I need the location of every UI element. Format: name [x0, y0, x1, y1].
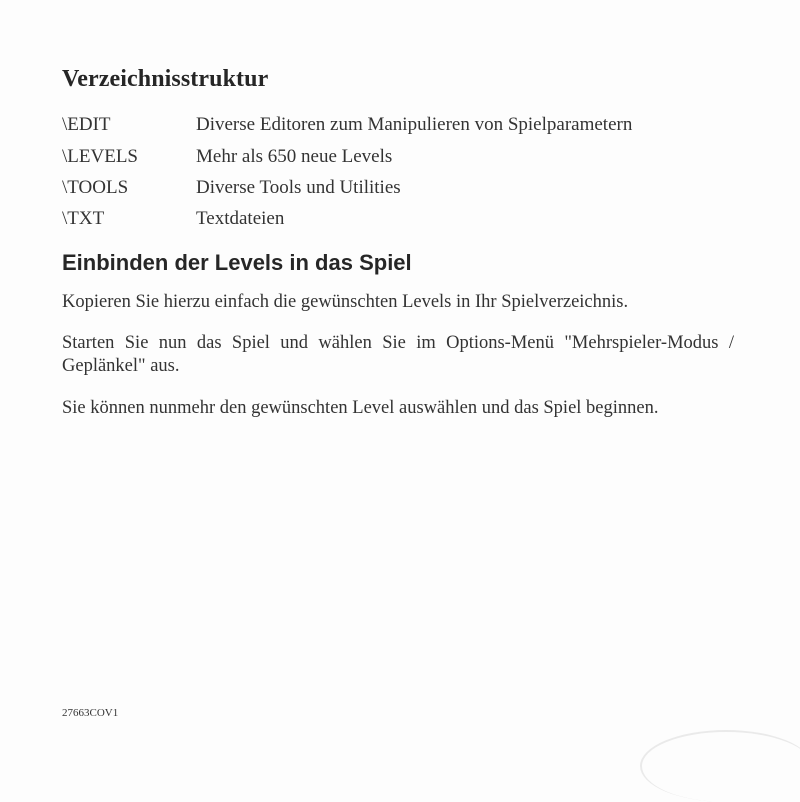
- directory-name: \LEVELS: [62, 146, 138, 167]
- directory-row-edit: [62, 114, 632, 136]
- directory-description: Diverse Editoren zum Manipulieren von Spielparametern: [196, 114, 633, 135]
- paragraph-select-level: Sie können nunmehr den gewünschten Level auswählen und das Spiel beginnen.: [62, 398, 659, 418]
- paragraph-start-game: Starten Sie nun das Spiel und wählen Sie im Options-Menü "Mehrspieler-Modus / Geplänkel" aus.: [62, 333, 734, 376]
- directory-row-levels: [62, 146, 392, 168]
- directory-description: Mehr als 650 neue Levels: [196, 146, 393, 167]
- directory-row-tools: [62, 177, 401, 199]
- heading-directory-structure: Verzeichnisstruktur: [62, 66, 269, 92]
- directory-name: \EDIT: [62, 114, 111, 135]
- product-code: 27663COV1: [62, 707, 119, 719]
- directory-name: \TOOLS: [62, 177, 129, 198]
- paragraph-copy-levels: Kopieren Sie hierzu einfach die gewünschten Levels in Ihr Spielverzeichnis.: [62, 292, 629, 312]
- directory-row-txt: [62, 208, 284, 230]
- directory-name: \TXT: [62, 208, 105, 229]
- heading-install-levels: Einbinden der Levels in das Spiel: [62, 250, 412, 275]
- directory-description: Diverse Tools und Utilities: [196, 177, 401, 198]
- directory-description: Textdateien: [196, 208, 285, 229]
- disc-edge-shadow: [640, 730, 800, 802]
